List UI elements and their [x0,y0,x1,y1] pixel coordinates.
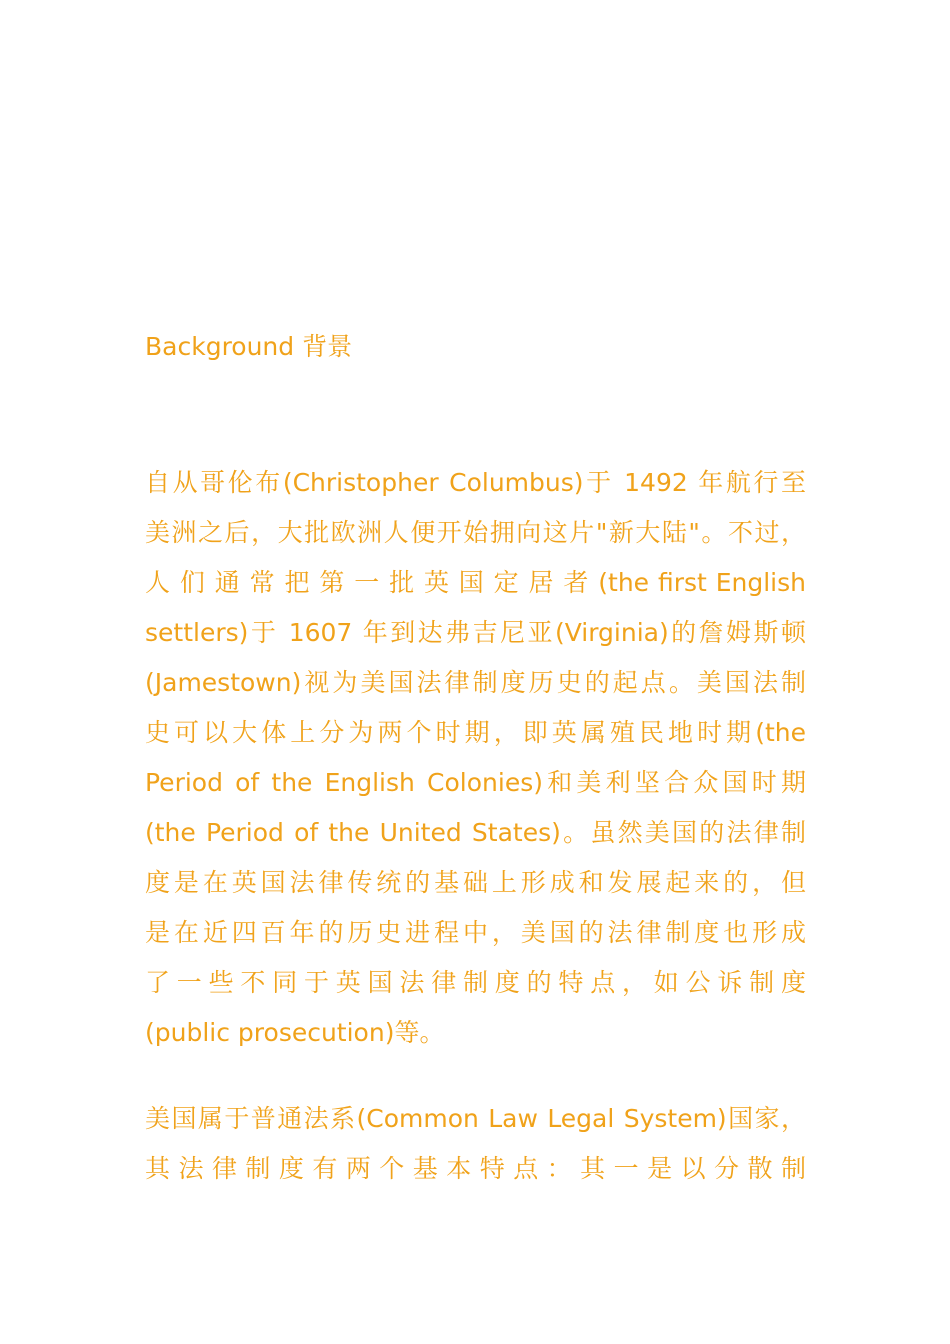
section-heading: Background 背景 [145,332,353,361]
paragraph-history [145,458,806,1058]
paragraph-line: settlers)于 1607 年到达弗吉尼亚(Virginia)的詹姆斯顿 [145,618,806,647]
paragraph-line: (the Period of the United States)。虽然美国的法律制 [145,818,806,847]
paragraph-line: (public prosecution)等。 [145,1018,445,1047]
paragraph-legal-system [145,1094,806,1194]
paragraph-line: 其 法 律 制 度 有 两 个 基 本 特 点 ： 其 一 是 以 分 散 制 [145,1154,806,1183]
paragraph-line: 美洲之后，大批欧洲人便开始拥向这片"新大陆"。不过， [145,518,806,547]
paragraph-line: 美国属于普通法系(Common Law Legal System)国家， [145,1104,806,1133]
paragraph-line: 史可以大体上分为两个时期，即英属殖民地时期(the [145,718,806,747]
paragraph-line: 人 们 通 常 把 第 一 批 英 国 定 居 者 (the first English [145,568,806,597]
paragraph-line: 自从哥伦布(Christopher Columbus)于 1492 年航行至 [145,468,806,497]
paragraph-line: 了一些不同于英国法律制度的特点，如公诉制度 [145,968,806,997]
paragraph-line: 度是在英国法律传统的基础上形成和发展起来的，但 [145,868,806,897]
paragraph-line: Period of the English Colonies)和美利坚合众国时期 [145,768,806,797]
paragraph-line: 是在近四百年的历史进程中，美国的法律制度也形成 [145,918,806,947]
paragraph-line: (Jamestown)视为美国法律制度历史的起点。美国法制 [145,668,806,697]
